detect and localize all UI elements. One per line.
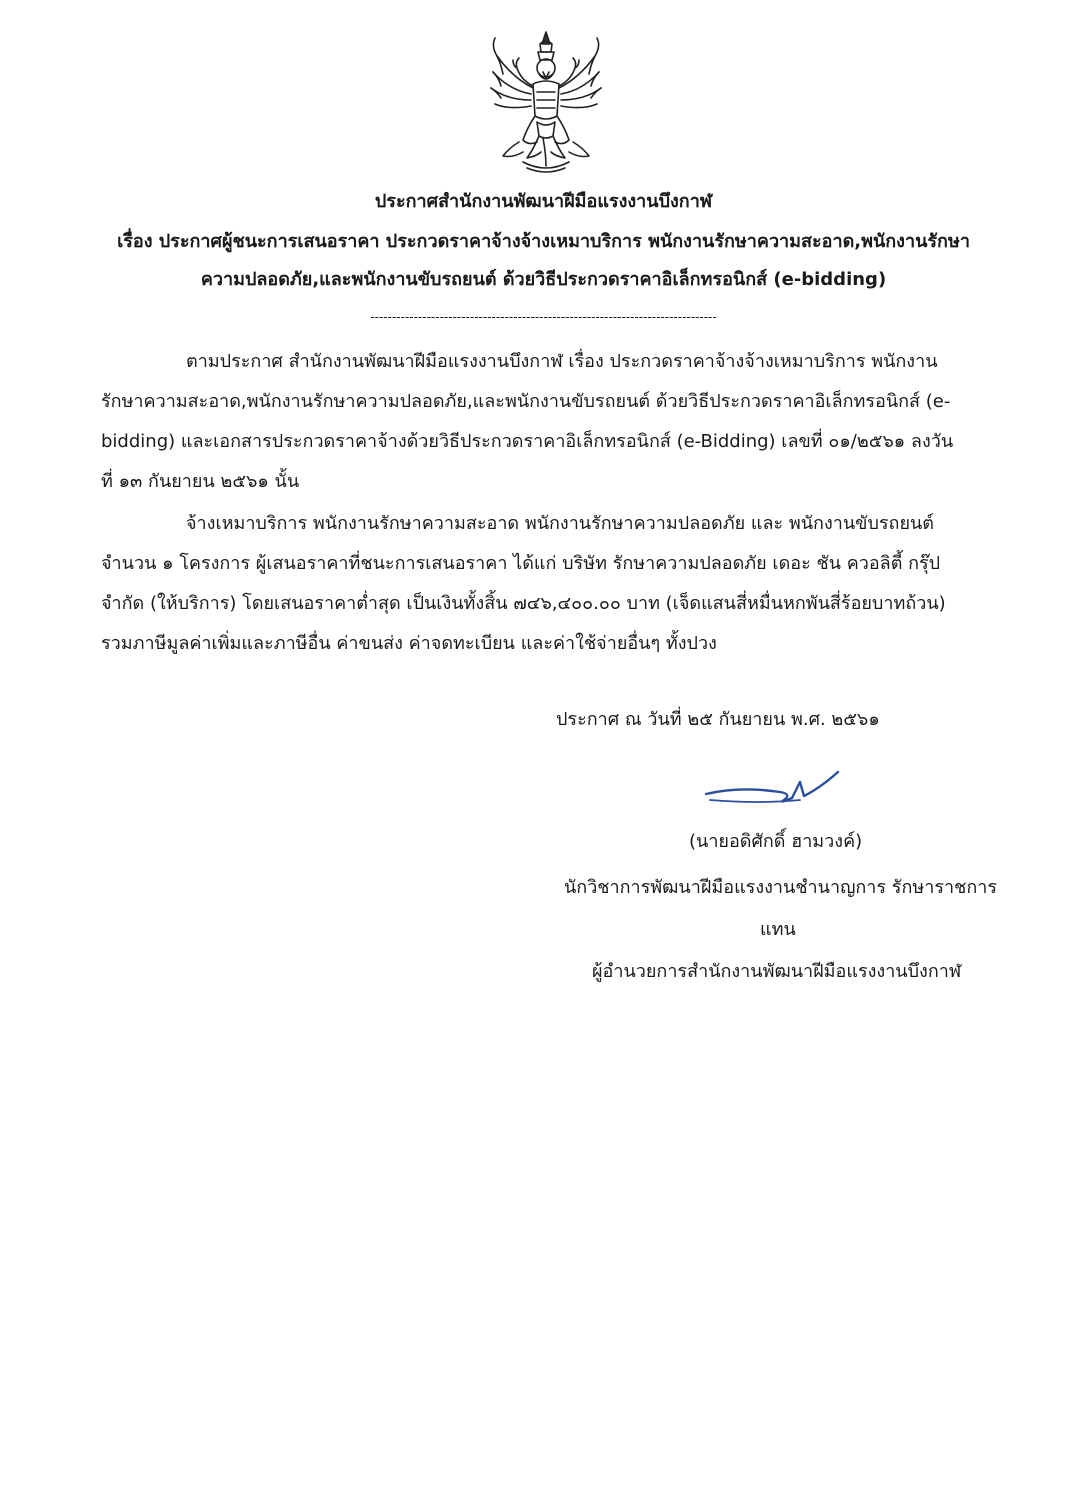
subject-line-1: เรื่อง ประกาศผู้ชนะการเสนอราคา ประกวดราคาจ้างจ้างเหมาบริการ พนักงานรักษาความสะอาด,พนักงานรักษา [117,231,970,252]
paragraph1-line1: ตามประกาศ สำนักงานพัฒนาฝีมือแรงงานบึงกาฬ เรื่อง ประกวดราคาจ้างจ้างเหมาบริการ พนักงาน [186,351,938,372]
director-title: ผู้อำนวยการสำนักงานพัฒนาฝีมือแรงงานบึงกาฬ [592,961,962,982]
separator-line: -------------------------------------------------------------------------------- [370,310,717,324]
subject-line-2: ความปลอดภัย,และพนักงานขับรถยนต์ ด้วยวิธีประกวดราคาอิเล็กทรอนิกส์ (e-bidding) [200,269,887,290]
paragraph2-line1: จ้างเหมาบริการ พนักงานรักษาความสะอาด พนักงานรักษาความปลอดภัย และ พนักงานขับรถยนต์ [186,513,934,534]
paragraph1-line2: รักษาความสะอาด,พนักงานรักษาความปลอดภัย,และพนักงานขับรถยนต์ ด้วยวิธีประกวดราคาอิเล็กทรอนิกส์ (e- [101,391,951,412]
paragraph2-line4: รวมภาษีมูลค่าเพิ่มและภาษีอื่น ค่าขนส่ง ค่าจดทะเบียน และค่าใช้จ่ายอื่นๆ ทั้งปวง [101,633,717,654]
signer-name: (นายอดิศักดิ์ ฮามวงค์) [689,831,863,852]
paragraph1-line4: ที่ ๑๓ กันยายน ๒๕๖๑ นั้น [101,471,300,492]
handwritten-signature [700,764,850,814]
announcement-title: ประกาศสำนักงานพัฒนาฝีมือแรงงานบึงกาฬ [374,191,713,212]
on-behalf-text: แทน [760,919,796,940]
paragraph2-line3: จำกัด (ให้บริการ) โดยเสนอราคาต่ำสุด เป็นเงินทั้งสิ้น ๗๔๖,๔๐๐.๐๐ บาท (เจ็ดแสนสี่หมื่นหกพันสี่ร้อยบาทถ้วน) [101,593,946,614]
garuda-emblem-icon [483,28,609,178]
paragraph2-line2: จำนวน ๑ โครงการ ผู้เสนอราคาที่ชนะการเสนอราคา ได้แก่ บริษัท รักษาความปลอดภัย เดอะ ชัน ควอลิตี้ กรุ๊ป [101,553,941,574]
paragraph1-line3: bidding) และเอกสารประกวดราคาจ้างด้วยวิธีประกวดราคาอิเล็กทรอนิกส์ (e-Bidding) เลขที่ ๐๑/๒๕๖๑ ลงวัน [101,431,954,452]
announce-date: ประกาศ ณ วันที่ ๒๕ กันยายน พ.ศ. ๒๕๖๑ [556,709,880,730]
signer-position: นักวิชาการพัฒนาฝีมือแรงงานชำนาญการ รักษาราชการ [564,877,998,898]
